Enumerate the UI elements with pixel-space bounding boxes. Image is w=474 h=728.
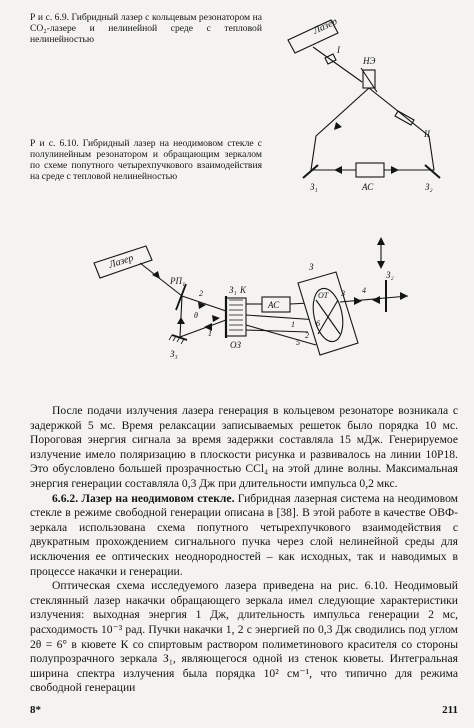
label-i: I (337, 45, 340, 55)
label-ac-6-10: АС (268, 300, 280, 310)
figure-6-10-caption: Р и с. 6.10. Гибридный лазер на неодимовом стекле с полулинейным резонатором и обращающим зеркалом по схеме попутного четырехпучкового взаимодействия на среде с тепловой нелинейностью (30, 138, 262, 182)
label-beam-6: 6 (316, 319, 320, 328)
paragraph-3: Оптическая схема исследуемого лазера приведена на рис. 6.10. Неодимовый стеклянный лазер накачки обращающего зеркала имел следующие характеристики излучения: выходная энергия 1 Дж, длительность импульса генерации 2 мс, расходимость 10⁻³ рад. Пучки накачки 1, 2 с энергией по 0,3 Дж сводились под углом 2θ = 6° в кювете К со спиртовым раствором полиметинового красителя со стороны полупрозрачного зеркала З₁, являющегося одной из стенок кюветы. Интегральная ширина спектра излучения была порядка 10² см⁻¹, что типично для режима свободной генерации (30, 579, 458, 695)
label-z: З (309, 262, 314, 272)
figure-6-9-caption: Р и с. 6.9. Гибридный лазер с кольцевым резонатором на CO₂-лазере и нелинейной среде с тепловой нелинейностью (30, 12, 262, 45)
label-beam-1-right: 1 (291, 320, 295, 329)
page-footer (30, 704, 458, 716)
label-z3: З₃ (170, 349, 178, 359)
page-number: 211 (442, 704, 458, 716)
section-heading-6-6-2: 6.6.2. Лазер на неодимовом стекле. (52, 491, 235, 505)
label-k: К (240, 285, 246, 295)
label-rp1: РП₁ (170, 276, 186, 286)
label-ii: II (424, 129, 430, 139)
label-z2-6-10: З₂ (386, 270, 394, 280)
label-z1-6-9: З₁ (310, 182, 318, 192)
label-z1-6-10: З₁ (229, 285, 237, 295)
paragraph-2 (30, 492, 458, 580)
label-beam-2-left: 2 (199, 289, 203, 298)
label-beam-2-right: 2 (305, 331, 309, 340)
label-oz: ОЗ (230, 340, 241, 350)
label-laser-6-9: Лазер (311, 16, 340, 37)
label-ac-6-9: АС (362, 182, 374, 192)
body-text (30, 404, 458, 696)
label-ot: ОТ (318, 291, 329, 300)
label-ne: НЭ (363, 56, 376, 66)
paragraph-2-text: Гибридная лазерная система на неодимовом стекле в режиме свободной генерации описана в [38]. В этой работе в качестве ОВФ-зеркала использована схема попутного четырехпучкового взаимодействия с двукратным прохождением сигнального пучка через слой нелинейной среды для исключения ее оптических неоднородностей – как исходных, так и наводимых в процессе накачки и генерации. (30, 491, 458, 578)
paragraph-1: После подачи излучения лазера генерация в кольцевом резонаторе возникала с задержкой 5 мс. Время релаксации записываемых решеток было порядка 10 мс. Пороговая энергия сигнала за время задержки составляла 15 мДж. Генерируемое излучение имело поляризацию в плоскости рисунка и развивалось на линии 10P18. Это обусловлено большей прозрачностью CCl₄ на этой длине волны. Максимальная энергия генерации составляла 0,3 Дж при длительности импульса 0,2 мкс. (30, 404, 458, 490)
label-beam-4: 4 (362, 286, 366, 295)
label-beam-5: 5 (296, 338, 300, 347)
label-beam-1-left: 1 (208, 329, 212, 338)
label-beam-3: 3 (341, 289, 345, 298)
label-laser-6-10: Лазер (107, 252, 135, 271)
label-theta: θ (194, 311, 198, 320)
signature-mark: 8* (30, 704, 41, 716)
label-z2-6-9: З₂ (425, 182, 433, 192)
